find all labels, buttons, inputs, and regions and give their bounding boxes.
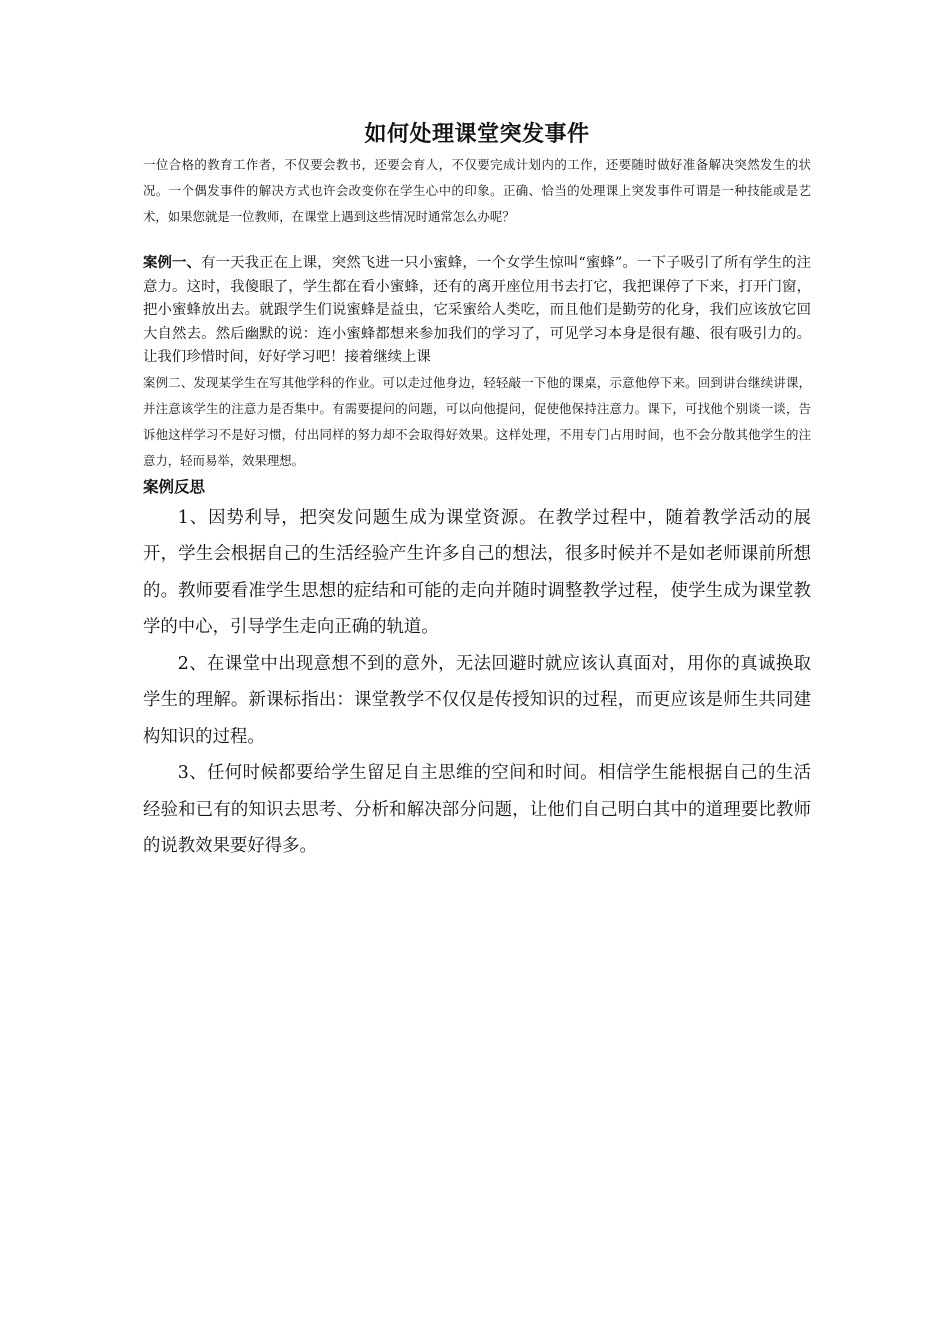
case-two-paragraph: 案例二、发现某学生在写其他学科的作业。可以走过他身边，轻轻敲一下他的课桌，示意他停下来。回到讲台继续讲课，并注意该学生的注意力是否集中。有需要提问的问题，可以向他提问，促使他保持注意力。课下，可找他个别谈一谈，告诉他这样学习不是好习惯，付出同样的努力却不会取得好效果。这样处理，不用专门占用时间，也不会分散其他学生的注意力，轻而易举，效果理想。 (143, 374, 811, 468)
reflection-point-2: 2、在课堂中出现意想不到的意外，无法回避时就应该认真面对，用你的真诚换取学生的理解。新课标指出：课堂教学不仅仅是传授知识的过程，而更应该是师生共同建构知识的过程。 (143, 653, 811, 747)
case-one-body: 有一天我正在上课，突然飞进一只小蜜蜂，一个女学生惊叫“蜜蜂”。一下子吸引了所有学生的注意力。这时，我傻眼了，学生都在看小蜜蜂，还有的离开座位用书去打它，我把课停了下来，打开门窗，把小蜜蜂放出去。就跟学生们说蜜蜂是益虫，它采蜜给人类吃，而且他们是勤劳的化身，我们应该放它回大自然去。然后幽默的说：连小蜜蜂都想来参加我们的学习了，可见学习本身是很有趣、很有吸引力的。让我们珍惜时间，好好学习吧！接着继续上课 (143, 255, 811, 366)
reflection-point-3: 3、任何时候都要给学生留足自主思维的空间和时间。相信学生能根据自己的生活经验和已有的知识去思考、分析和解决部分问题，让他们自己明白其中的道理要比教师的说教效果要好得多。 (143, 763, 811, 857)
case-one-paragraph (143, 252, 811, 370)
reflection-point-1: 1、因势利导，把突发问题生成为课堂资源。在教学过程中，随着教学活动的展开，学生会根据自己的生活经验产生许多自己的想法，很多时候并不是如老师课前所想的。教师要看准学生思想的症结和可能的走向并随时调整教学过程，使学生成为课堂教学的中心，引导学生走向正确的轨道。 (143, 507, 811, 638)
paragraph-spacer (143, 230, 811, 252)
document-body (143, 118, 811, 865)
reflection-heading: 案例反思 (143, 477, 206, 496)
intro-paragraph: 一位合格的教育工作者，不仅要会教书，还要会育人，不仅要完成计划内的工作，还要随时做好准备解决突然发生的状况。一个偶发事件的解决方式也许会改变你在学生心中的印象。正确、恰当的处理课上突发事件可谓是一种技能或是艺术，如果您就是一位教师，在课堂上遇到这些情况时通常怎么办呢？ (143, 157, 811, 224)
document-title: 如何处理课堂突发事件 (364, 122, 590, 147)
case-one-lead: 案例一、 (143, 255, 202, 271)
